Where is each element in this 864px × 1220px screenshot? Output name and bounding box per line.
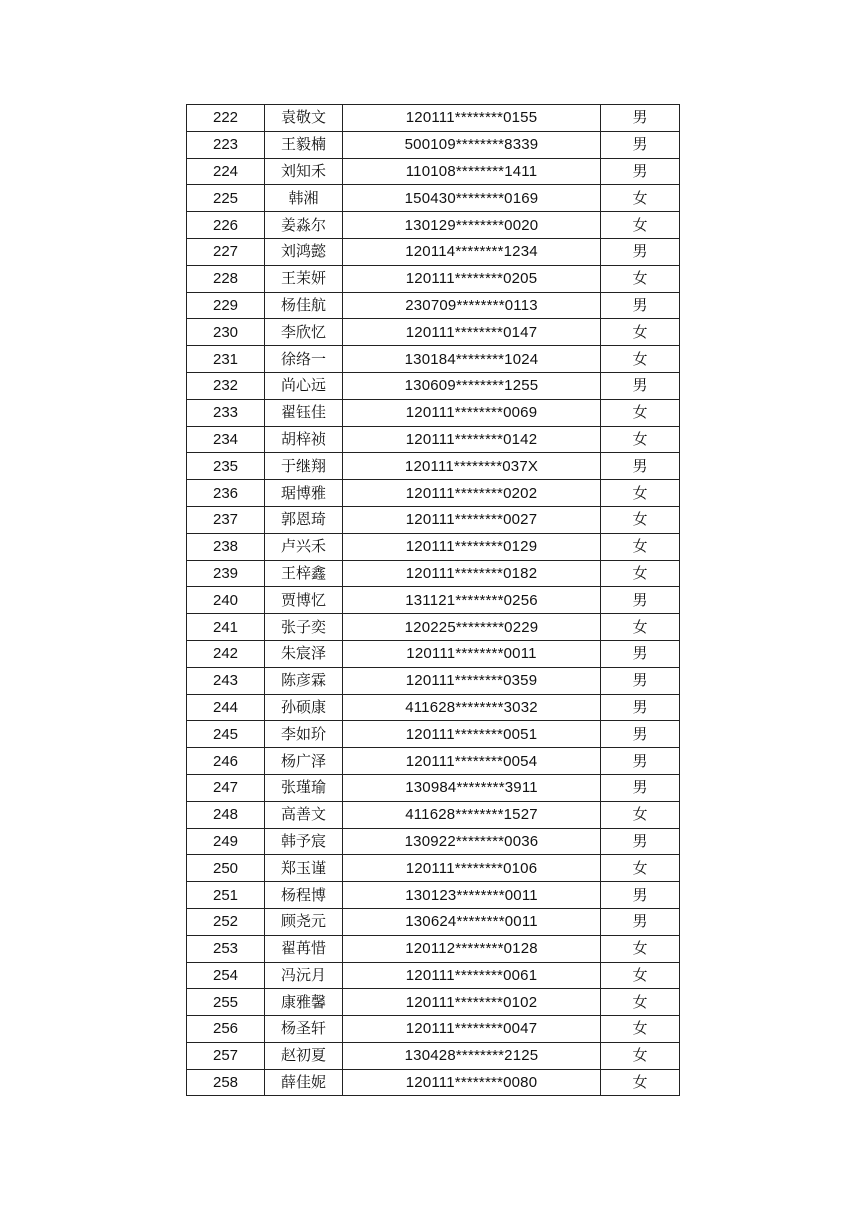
id-number-cell: 120111********0359	[343, 667, 601, 694]
serial-number-cell: 241	[187, 614, 265, 641]
student-name-cell: 刘知禾	[265, 158, 343, 185]
gender-cell: 男	[601, 774, 680, 801]
student-name-cell: 朱宸泽	[265, 640, 343, 667]
student-name-cell: 康雅馨	[265, 989, 343, 1016]
id-number-cell: 120111********0054	[343, 748, 601, 775]
table-row	[187, 158, 680, 185]
table-row	[187, 105, 680, 132]
serial-number-cell: 242	[187, 640, 265, 667]
id-number-cell: 110108********1411	[343, 158, 601, 185]
serial-number-cell: 237	[187, 506, 265, 533]
table-row	[187, 828, 680, 855]
student-name-cell: 贾博忆	[265, 587, 343, 614]
id-number-cell: 131121********0256	[343, 587, 601, 614]
table-row	[187, 1069, 680, 1096]
table-row	[187, 587, 680, 614]
gender-cell: 女	[601, 426, 680, 453]
serial-number-cell: 245	[187, 721, 265, 748]
serial-number-cell: 251	[187, 882, 265, 909]
gender-cell: 女	[601, 185, 680, 212]
table-row	[187, 265, 680, 292]
id-number-cell: 120111********0051	[343, 721, 601, 748]
table-row	[187, 346, 680, 373]
student-name-cell: 杨广泽	[265, 748, 343, 775]
serial-number-cell: 224	[187, 158, 265, 185]
gender-cell: 男	[601, 587, 680, 614]
table-row	[187, 667, 680, 694]
id-number-cell: 120111********0202	[343, 480, 601, 507]
serial-number-cell: 223	[187, 131, 265, 158]
serial-number-cell: 258	[187, 1069, 265, 1096]
id-number-cell: 411628********1527	[343, 801, 601, 828]
gender-cell: 女	[601, 989, 680, 1016]
roster-table-body	[187, 105, 680, 1096]
id-number-cell: 120111********0205	[343, 265, 601, 292]
id-number-cell: 120111********0142	[343, 426, 601, 453]
id-number-cell: 120111********0011	[343, 640, 601, 667]
serial-number-cell: 228	[187, 265, 265, 292]
serial-number-cell: 230	[187, 319, 265, 346]
gender-cell: 女	[601, 212, 680, 239]
student-name-cell: 姜淼尔	[265, 212, 343, 239]
table-row	[187, 694, 680, 721]
student-name-cell: 李欣忆	[265, 319, 343, 346]
table-row	[187, 292, 680, 319]
table-row	[187, 399, 680, 426]
student-name-cell: 薛佳妮	[265, 1069, 343, 1096]
id-number-cell: 120114********1234	[343, 238, 601, 265]
gender-cell: 女	[601, 265, 680, 292]
serial-number-cell: 236	[187, 480, 265, 507]
gender-cell: 男	[601, 882, 680, 909]
id-number-cell: 411628********3032	[343, 694, 601, 721]
gender-cell: 男	[601, 748, 680, 775]
serial-number-cell: 233	[187, 399, 265, 426]
student-name-cell: 韩湘	[265, 185, 343, 212]
id-number-cell: 130428********2125	[343, 1042, 601, 1069]
gender-cell: 女	[601, 346, 680, 373]
gender-cell: 女	[601, 560, 680, 587]
gender-cell: 男	[601, 131, 680, 158]
student-name-cell: 冯沅月	[265, 962, 343, 989]
table-row	[187, 989, 680, 1016]
serial-number-cell: 254	[187, 962, 265, 989]
table-row	[187, 426, 680, 453]
student-name-cell: 张子奕	[265, 614, 343, 641]
student-name-cell: 高善文	[265, 801, 343, 828]
student-name-cell: 刘鸿懿	[265, 238, 343, 265]
gender-cell: 女	[601, 506, 680, 533]
student-name-cell: 韩予宸	[265, 828, 343, 855]
id-number-cell: 230709********0113	[343, 292, 601, 319]
id-number-cell: 130624********0011	[343, 908, 601, 935]
serial-number-cell: 256	[187, 1016, 265, 1043]
gender-cell: 女	[601, 480, 680, 507]
gender-cell: 女	[601, 319, 680, 346]
id-number-cell: 120111********0155	[343, 105, 601, 132]
table-row	[187, 319, 680, 346]
table-row	[187, 372, 680, 399]
roster-table	[186, 104, 680, 1096]
id-number-cell: 120111********0182	[343, 560, 601, 587]
table-row	[187, 935, 680, 962]
student-name-cell: 赵初夏	[265, 1042, 343, 1069]
student-name-cell: 杨圣轩	[265, 1016, 343, 1043]
table-row	[187, 721, 680, 748]
student-name-cell: 张瑾瑜	[265, 774, 343, 801]
serial-number-cell: 239	[187, 560, 265, 587]
student-name-cell: 李如玠	[265, 721, 343, 748]
gender-cell: 女	[601, 1042, 680, 1069]
student-name-cell: 胡梓祯	[265, 426, 343, 453]
table-row	[187, 453, 680, 480]
gender-cell: 女	[601, 962, 680, 989]
table-row	[187, 533, 680, 560]
serial-number-cell: 238	[187, 533, 265, 560]
student-name-cell: 杨佳航	[265, 292, 343, 319]
id-number-cell: 120111********0080	[343, 1069, 601, 1096]
table-row	[187, 506, 680, 533]
id-number-cell: 120111********0102	[343, 989, 601, 1016]
student-name-cell: 翟苒惜	[265, 935, 343, 962]
table-row	[187, 908, 680, 935]
student-name-cell: 于继翔	[265, 453, 343, 480]
serial-number-cell: 235	[187, 453, 265, 480]
table-row	[187, 640, 680, 667]
table-row	[187, 774, 680, 801]
table-row	[187, 212, 680, 239]
gender-cell: 男	[601, 158, 680, 185]
gender-cell: 男	[601, 667, 680, 694]
id-number-cell: 120111********0129	[343, 533, 601, 560]
serial-number-cell: 229	[187, 292, 265, 319]
id-number-cell: 120111********0069	[343, 399, 601, 426]
serial-number-cell: 225	[187, 185, 265, 212]
serial-number-cell: 240	[187, 587, 265, 614]
serial-number-cell: 250	[187, 855, 265, 882]
serial-number-cell: 248	[187, 801, 265, 828]
student-name-cell: 郭恩琦	[265, 506, 343, 533]
serial-number-cell: 252	[187, 908, 265, 935]
table-row	[187, 801, 680, 828]
serial-number-cell: 234	[187, 426, 265, 453]
serial-number-cell: 257	[187, 1042, 265, 1069]
id-number-cell: 130984********3911	[343, 774, 601, 801]
gender-cell: 男	[601, 372, 680, 399]
table-row	[187, 560, 680, 587]
student-name-cell: 王毅楠	[265, 131, 343, 158]
student-name-cell: 王茉妍	[265, 265, 343, 292]
table-row	[187, 855, 680, 882]
gender-cell: 女	[601, 935, 680, 962]
id-number-cell: 120111********0047	[343, 1016, 601, 1043]
student-name-cell: 陈彦霖	[265, 667, 343, 694]
table-row	[187, 614, 680, 641]
id-number-cell: 120111********0106	[343, 855, 601, 882]
serial-number-cell: 222	[187, 105, 265, 132]
gender-cell: 男	[601, 640, 680, 667]
id-number-cell: 120111********0027	[343, 506, 601, 533]
serial-number-cell: 231	[187, 346, 265, 373]
id-number-cell: 130129********0020	[343, 212, 601, 239]
id-number-cell: 130922********0036	[343, 828, 601, 855]
table-row	[187, 131, 680, 158]
gender-cell: 女	[601, 399, 680, 426]
table-row	[187, 1016, 680, 1043]
id-number-cell: 500109********8339	[343, 131, 601, 158]
serial-number-cell: 243	[187, 667, 265, 694]
student-name-cell: 顾尧元	[265, 908, 343, 935]
student-name-cell: 王梓鑫	[265, 560, 343, 587]
student-name-cell: 卢兴禾	[265, 533, 343, 560]
id-number-cell: 120225********0229	[343, 614, 601, 641]
student-name-cell: 孙硕康	[265, 694, 343, 721]
gender-cell: 男	[601, 828, 680, 855]
table-row	[187, 238, 680, 265]
student-name-cell: 尚心远	[265, 372, 343, 399]
student-name-cell: 郑玉谨	[265, 855, 343, 882]
serial-number-cell: 244	[187, 694, 265, 721]
gender-cell: 男	[601, 721, 680, 748]
table-row	[187, 748, 680, 775]
serial-number-cell: 226	[187, 212, 265, 239]
student-name-cell: 杨程博	[265, 882, 343, 909]
id-number-cell: 120112********0128	[343, 935, 601, 962]
gender-cell: 男	[601, 292, 680, 319]
serial-number-cell: 227	[187, 238, 265, 265]
table-row	[187, 1042, 680, 1069]
serial-number-cell: 246	[187, 748, 265, 775]
id-number-cell: 150430********0169	[343, 185, 601, 212]
id-number-cell: 130123********0011	[343, 882, 601, 909]
serial-number-cell: 253	[187, 935, 265, 962]
serial-number-cell: 232	[187, 372, 265, 399]
student-name-cell: 翟钰佳	[265, 399, 343, 426]
serial-number-cell: 255	[187, 989, 265, 1016]
gender-cell: 女	[601, 1016, 680, 1043]
gender-cell: 男	[601, 453, 680, 480]
gender-cell: 男	[601, 238, 680, 265]
id-number-cell: 120111********037X	[343, 453, 601, 480]
id-number-cell: 130184********1024	[343, 346, 601, 373]
id-number-cell: 120111********0147	[343, 319, 601, 346]
student-name-cell: 徐络一	[265, 346, 343, 373]
table-row	[187, 185, 680, 212]
gender-cell: 男	[601, 105, 680, 132]
student-name-cell: 袁敬文	[265, 105, 343, 132]
id-number-cell: 130609********1255	[343, 372, 601, 399]
table-row	[187, 962, 680, 989]
gender-cell: 女	[601, 614, 680, 641]
table-row	[187, 882, 680, 909]
gender-cell: 男	[601, 694, 680, 721]
id-number-cell: 120111********0061	[343, 962, 601, 989]
serial-number-cell: 249	[187, 828, 265, 855]
gender-cell: 女	[601, 855, 680, 882]
gender-cell: 女	[601, 533, 680, 560]
student-name-cell: 琚博雅	[265, 480, 343, 507]
serial-number-cell: 247	[187, 774, 265, 801]
gender-cell: 男	[601, 908, 680, 935]
table-row	[187, 480, 680, 507]
gender-cell: 女	[601, 1069, 680, 1096]
gender-cell: 女	[601, 801, 680, 828]
